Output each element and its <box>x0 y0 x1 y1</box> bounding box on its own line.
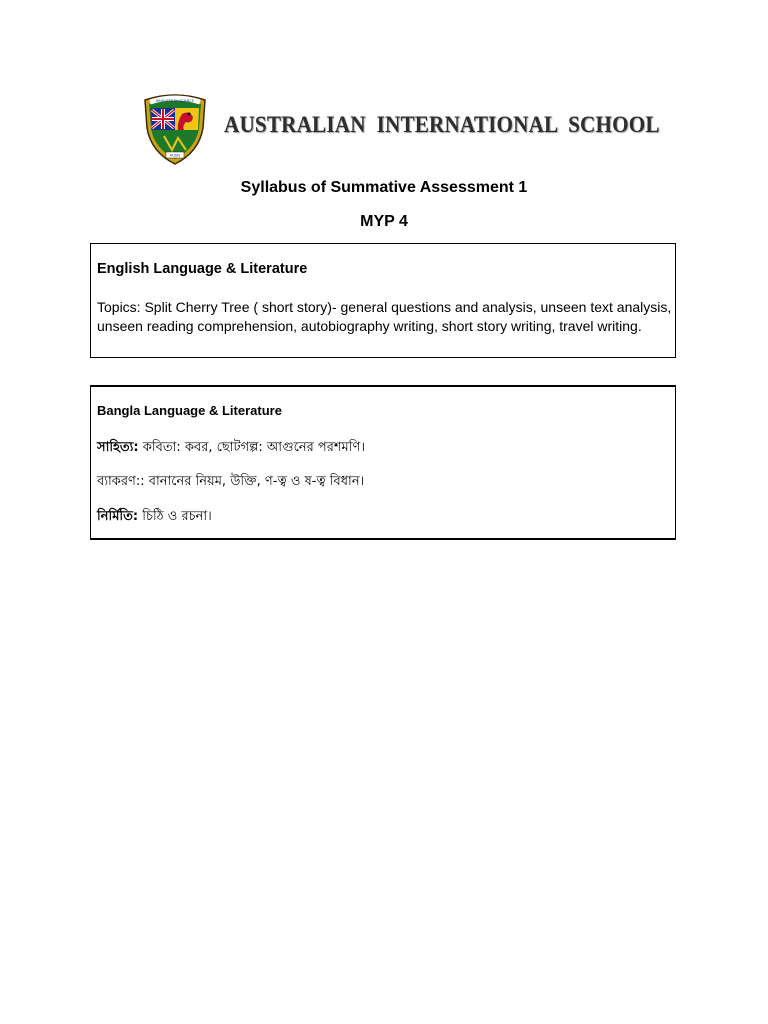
bangla-heading: Bangla Language & Literature <box>97 403 282 418</box>
english-section <box>90 243 676 358</box>
school-crest-logo <box>142 92 208 166</box>
bangla-composition-label: নির্মিতি: <box>97 509 139 524</box>
document-title: Syllabus of Summative Assessment 1 <box>240 179 528 196</box>
bangla-composition-line <box>97 507 212 528</box>
english-topics: Topics: Split Cherry Tree ( short story)- general questions and analysis, unseen text analysis, unseen reading comprehension, autobiography writing, short story writing, travel writing. <box>97 299 672 334</box>
bangla-grammar-line <box>97 472 364 493</box>
english-heading: English Language & Literature <box>97 261 308 277</box>
bangla-composition-text: চিঠি ও রচনা। <box>138 509 212 524</box>
logo-ribbon-text: BRIGHTER BY SCIENCE <box>156 99 194 103</box>
bangla-grammar-label: ব্যাকরণ: <box>97 474 141 489</box>
document-subtitle: MYP 4 <box>360 213 408 230</box>
bangla-grammar-text: : বানানের নিয়ম, উক্তি, ণ-ত্ব ও ষ-ত্ব বিধান। <box>140 474 365 489</box>
bangla-section <box>90 385 676 540</box>
bangla-literature-line <box>97 438 365 459</box>
bangla-literature-label: সাহিত্য: <box>97 440 139 455</box>
school-name: AUSTRALIAN INTERNATIONAL SCHOOL <box>224 112 660 138</box>
bangla-literature-text: কবিতা: কবর, ছোটগল্প: আগুনের পরশমণি। <box>138 440 365 455</box>
school-header <box>142 92 660 168</box>
logo-bottom-text: AUSIS <box>169 153 181 158</box>
